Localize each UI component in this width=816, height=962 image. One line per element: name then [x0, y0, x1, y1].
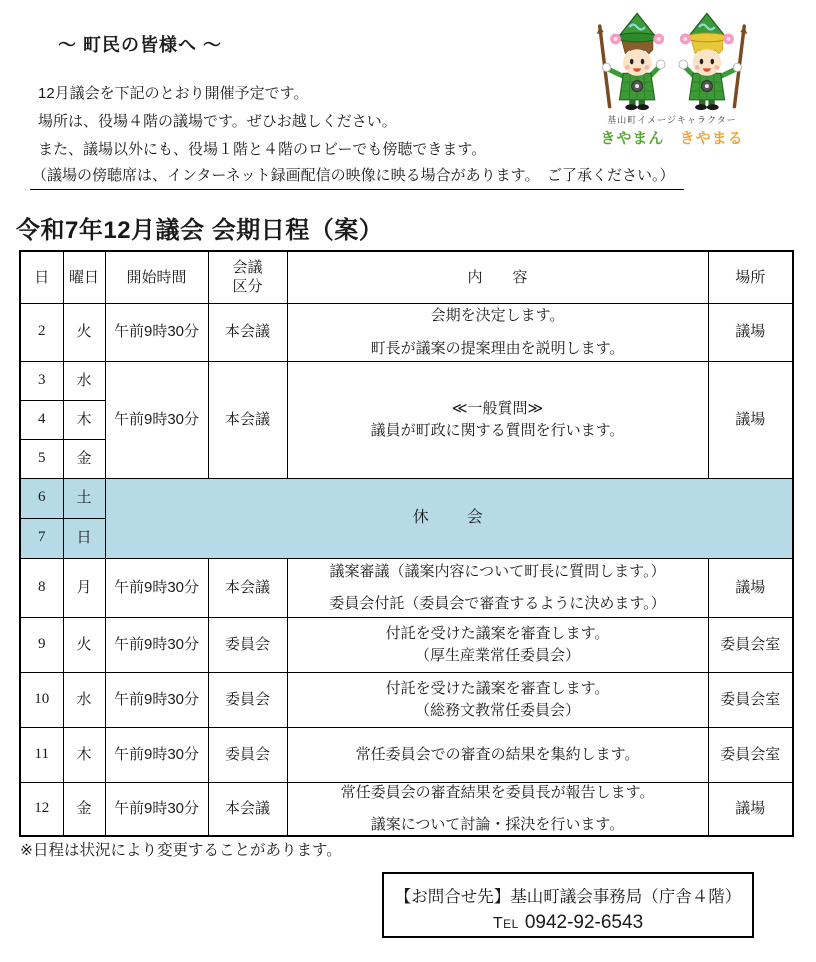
table-row-day12	[20, 782, 793, 836]
col-header-place: 場所	[708, 251, 793, 303]
cell-type: 本会議	[208, 303, 287, 361]
table-row-day11	[20, 727, 793, 782]
cell-content	[287, 617, 708, 672]
cell-time: 午前9時30分	[105, 782, 208, 836]
intro-paragraph	[38, 80, 486, 164]
content-line: 町長が議案の提案理由を説明します。	[370, 339, 625, 357]
content-line: 付託を受けた議案を審査します。	[385, 679, 610, 697]
cell-place: 委員会室	[708, 727, 793, 782]
contact-box	[382, 872, 754, 938]
content-line: 付託を受けた議案を審査します。	[385, 624, 610, 642]
content-line: （総務文教常任委員会）	[414, 702, 580, 719]
cell-place: 議場	[708, 303, 793, 361]
content-line: ≪一般質問≫	[451, 399, 544, 417]
schedule-table	[19, 250, 794, 837]
cell-day: 10	[20, 672, 63, 727]
schedule-footnote: ※日程は状況により変更することがあります。	[20, 842, 342, 859]
cell-weekday: 木	[63, 727, 105, 782]
cell-time: 午前9時30分	[105, 361, 208, 478]
content-line: 常任委員会での審査の結果を集約します。	[355, 745, 640, 763]
intro-line: 場所は、役場４階の議場です。ぜひお越しください。	[38, 113, 397, 130]
cell-weekday: 火	[63, 303, 105, 361]
page-title: 令和7年12月議会 会期日程（案）	[16, 217, 384, 244]
mascot-names	[584, 127, 760, 148]
col-header-type-line2: 区分	[232, 278, 263, 296]
cell-place: 議場	[708, 558, 793, 617]
table-row-day2	[20, 303, 793, 361]
col-header-content: 内 容	[287, 251, 708, 303]
tel-number: 0942-92-6543	[524, 912, 644, 933]
cell-weekday: 水	[63, 361, 105, 400]
cell-recess: 休 会	[105, 478, 793, 558]
cell-type: 本会議	[208, 361, 287, 478]
content-line: 議案について討論・採決を行います。	[370, 816, 625, 833]
cell-type: 委員会	[208, 672, 287, 727]
intro-line: 12月議会を下記のとおり開催予定です。	[38, 85, 309, 102]
cell-weekday: 金	[63, 782, 105, 836]
cell-weekday: 火	[63, 617, 105, 672]
table-row-day10	[20, 672, 793, 727]
table-row-day6	[20, 478, 793, 518]
cell-weekday: 木	[63, 400, 105, 439]
table-header-row	[20, 251, 793, 303]
cell-type: 委員会	[208, 617, 287, 672]
cell-weekday: 水	[63, 672, 105, 727]
cell-type: 本会議	[208, 782, 287, 836]
cell-time: 午前9時30分	[105, 672, 208, 727]
mascot-kiyamaru-figure	[679, 13, 747, 110]
cell-day: 11	[20, 727, 63, 782]
recording-note: （議場の傍聴席は、インターネット録画配信の映像に映る場合があります。 ご了承ください。）	[30, 164, 684, 190]
cell-weekday: 日	[63, 518, 105, 558]
col-header-day: 日	[20, 251, 63, 303]
cell-day: 8	[20, 558, 63, 617]
cell-time: 午前9時30分	[105, 303, 208, 361]
cell-day: 12	[20, 782, 63, 836]
cell-weekday: 金	[63, 439, 105, 478]
content-line: 会期を決定します。	[430, 307, 565, 324]
col-header-weekday: 曜日	[63, 251, 105, 303]
cell-day: 2	[20, 303, 63, 361]
mascot-caption: 基山町イメージキャラクター	[607, 115, 737, 125]
cell-day: 9	[20, 617, 63, 672]
tel-label: TEL	[492, 915, 519, 932]
cell-place: 委員会室	[708, 617, 793, 672]
cell-day: 5	[20, 439, 63, 478]
col-header-type	[208, 251, 287, 303]
cell-weekday: 月	[63, 558, 105, 617]
cell-day: 6	[20, 478, 63, 518]
mascot-kiyaman-figure	[597, 13, 665, 110]
contact-phone	[384, 912, 752, 934]
intro-line: また、議場以外にも、役場１階と４階のロビーでも傍聴できます。	[38, 141, 487, 158]
cell-day: 7	[20, 518, 63, 558]
content-line: 常任委員会の審査結果を委員長が報告します。	[340, 783, 655, 801]
mascot-name-kiyamaru: きやまる	[679, 130, 744, 147]
cell-content	[287, 782, 708, 836]
cell-type: 本会議	[208, 558, 287, 617]
cell-place: 議場	[708, 361, 793, 478]
cell-content	[287, 361, 708, 478]
cell-content	[287, 303, 708, 361]
content-line: 委員会付託（委員会で審査するように決めます。）	[329, 595, 666, 612]
contact-office: 【お問合せ先】基山町議会事務局（庁舎４階）	[394, 888, 742, 906]
mascot-area	[584, 12, 760, 148]
col-header-time: 開始時間	[105, 251, 208, 303]
table-row-day3	[20, 361, 793, 400]
cell-content	[287, 672, 708, 727]
cell-content	[287, 727, 708, 782]
cell-time: 午前9時30分	[105, 617, 208, 672]
cell-content	[287, 558, 708, 617]
cell-day: 3	[20, 361, 63, 400]
mascot-name-kiyaman: きやまん	[600, 130, 665, 147]
cell-weekday: 土	[63, 478, 105, 518]
cell-type: 委員会	[208, 727, 287, 782]
cell-day: 4	[20, 400, 63, 439]
content-line: 議員が町政に関する質問を行います。	[370, 422, 625, 439]
content-line: （厚生産業常任委員会）	[414, 647, 580, 664]
mascot-illustration	[586, 12, 758, 111]
table-row-day9	[20, 617, 793, 672]
content-line: 議案審議（議案内容について町長に質問します。）	[329, 562, 666, 580]
col-header-type-line1: 会議	[232, 258, 263, 276]
cell-place: 議場	[708, 782, 793, 836]
cell-time: 午前9時30分	[105, 558, 208, 617]
greeting-heading: ～ 町民の皆様へ ～	[58, 35, 223, 55]
cell-place: 委員会室	[708, 672, 793, 727]
cell-time: 午前9時30分	[105, 727, 208, 782]
table-row-day8	[20, 558, 793, 617]
